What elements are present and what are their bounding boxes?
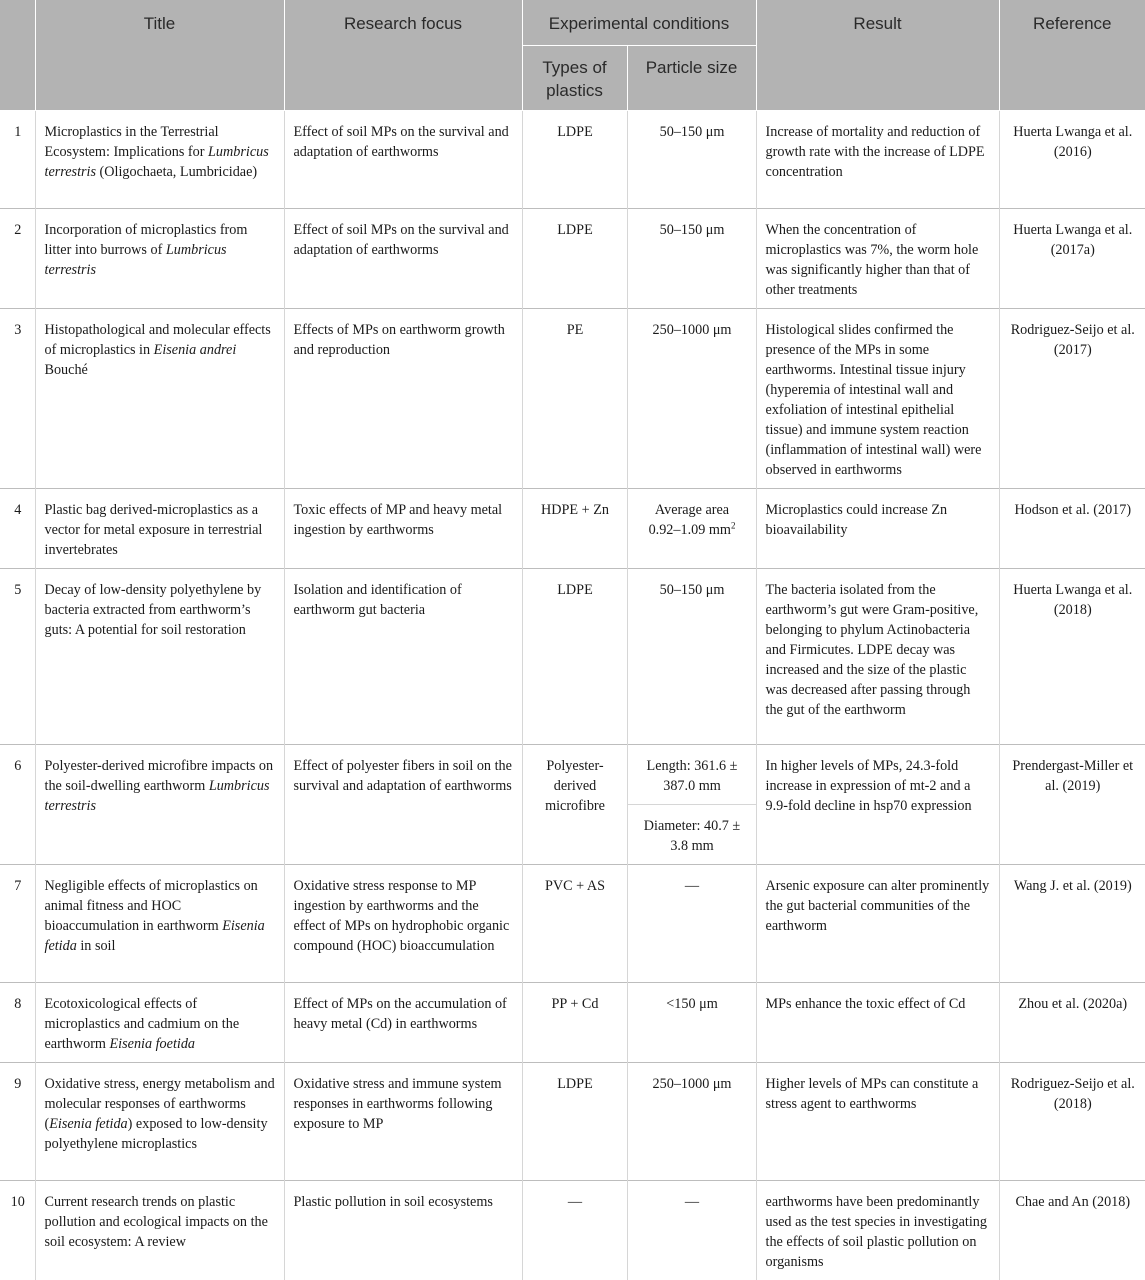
- row-title: Negligible effects of microplastics on animal fitness and HOC bioaccumulation in earthworm Eisenia fetida in soil: [35, 865, 284, 983]
- row-reference: Huerta Lwanga et al. (2017a): [999, 209, 1145, 309]
- row-particle-size: 50–150 μm: [627, 569, 756, 745]
- row-number: 1: [0, 111, 35, 209]
- row-reference: Hodson et al. (2017): [999, 489, 1145, 569]
- header-number: [0, 0, 35, 111]
- row-result: The bacteria isolated from the earthworm’s gut were Gram-positive, belonging to phylum Actinobacteria and Firmicutes. LDPE decay was increased and the size of the plastic was decreased after passing through the gut of the earthworm: [756, 569, 999, 745]
- row-result: Higher levels of MPs can constitute a stress agent to earthworms: [756, 1063, 999, 1181]
- table-row: [0, 865, 1145, 983]
- row-reference: Rodriguez-Seijo et al. (2018): [999, 1063, 1145, 1181]
- row-research-focus: Toxic effects of MP and heavy metal ingestion by earthworms: [284, 489, 522, 569]
- table-header: [0, 0, 1145, 111]
- row-reference: Rodriguez-Seijo et al. (2017): [999, 309, 1145, 489]
- row-number: 3: [0, 309, 35, 489]
- row-particle-size: <150 μm: [627, 983, 756, 1063]
- row-result: earthworms have been predominantly used as the test species in investigating the effects of soil plastic pollution on organisms: [756, 1181, 999, 1280]
- row-research-focus: Plastic pollution in soil ecosystems: [284, 1181, 522, 1280]
- row-plastic-type: LDPE: [522, 209, 627, 309]
- row-plastic-type: PVC + AS: [522, 865, 627, 983]
- row-title: Microplastics in the Terrestrial Ecosystem: Implications for Lumbricus terrestris (Oligochaeta, Lumbricidae): [35, 111, 284, 209]
- table-row: [0, 1063, 1145, 1181]
- row-particle-size-length: Length: 361.6 ± 387.0 mm: [627, 745, 756, 805]
- table-row: [0, 745, 1145, 805]
- table-row: [0, 209, 1145, 309]
- row-research-focus: Isolation and identification of earthworm gut bacteria: [284, 569, 522, 745]
- row-result: When the concentration of microplastics was 7%, the worm hole was significantly higher than that of other treatments: [756, 209, 999, 309]
- row-particle-size: 50–150 μm: [627, 111, 756, 209]
- table-row: [0, 489, 1145, 569]
- row-number: 10: [0, 1181, 35, 1280]
- row-particle-size: 250–1000 μm: [627, 1063, 756, 1181]
- row-reference: Zhou et al. (2020a): [999, 983, 1145, 1063]
- row-plastic-type: PP + Cd: [522, 983, 627, 1063]
- table-body: [0, 111, 1145, 1280]
- row-number: 9: [0, 1063, 35, 1181]
- row-particle-size: —: [627, 865, 756, 983]
- header-title: Title: [35, 0, 284, 111]
- row-number: 5: [0, 569, 35, 745]
- row-reference: Wang J. et al. (2019): [999, 865, 1145, 983]
- row-research-focus: Effects of MPs on earthworm growth and reproduction: [284, 309, 522, 489]
- row-particle-size: Average area 0.92–1.09 $mm^2$: [627, 489, 756, 569]
- header-result: Result: [756, 0, 999, 111]
- row-particle-size: —: [627, 1181, 756, 1280]
- row-result: Arsenic exposure can alter prominently the gut bacterial communities of the earthworm: [756, 865, 999, 983]
- row-title: Decay of low-density polyethylene by bacteria extracted from earthworm’s guts: A potential for soil restoration: [35, 569, 284, 745]
- row-research-focus: Effect of soil MPs on the survival and adaptation of earthworms: [284, 111, 522, 209]
- row-plastic-type: HDPE + Zn: [522, 489, 627, 569]
- row-research-focus: Oxidative stress and immune system responses in earthworms following exposure to MP: [284, 1063, 522, 1181]
- header-types-of-plastics: Types of plastics: [522, 46, 627, 111]
- row-reference: Huerta Lwanga et al. (2016): [999, 111, 1145, 209]
- row-reference: Prendergast-Miller et al. (2019): [999, 745, 1145, 865]
- table-row: [0, 111, 1145, 209]
- row-title: Oxidative stress, energy metabolism and molecular responses of earthworms (Eisenia fetida) exposed to low-density polyethylene microplastics: [35, 1063, 284, 1181]
- row-plastic-type: LDPE: [522, 1063, 627, 1181]
- row-number: 4: [0, 489, 35, 569]
- row-plastic-type: PE: [522, 309, 627, 489]
- row-title: Incorporation of microplastics from litter into burrows of Lumbricus terrestris: [35, 209, 284, 309]
- header-particle-size: Particle size: [627, 46, 756, 111]
- row-title: Current research trends on plastic pollution and ecological impacts on the soil ecosystem: A review: [35, 1181, 284, 1280]
- row-particle-size: 250–1000 μm: [627, 309, 756, 489]
- row-result: Increase of mortality and reduction of growth rate with the increase of LDPE concentration: [756, 111, 999, 209]
- row-research-focus: Effect of soil MPs on the survival and adaptation of earthworms: [284, 209, 522, 309]
- row-plastic-type: LDPE: [522, 111, 627, 209]
- row-plastic-type: LDPE: [522, 569, 627, 745]
- header-experimental-conditions: Experimental conditions: [522, 0, 756, 46]
- row-number: 8: [0, 983, 35, 1063]
- row-result: In higher levels of MPs, 24.3-fold increase in expression of mt-2 and a 9.9-fold decline in hsp70 expression: [756, 745, 999, 865]
- table-row: [0, 569, 1145, 745]
- row-reference: Chae and An (2018): [999, 1181, 1145, 1280]
- table-row: [0, 309, 1145, 489]
- row-number: 2: [0, 209, 35, 309]
- row-result: Microplastics could increase Zn bioavailability: [756, 489, 999, 569]
- header-reference: Reference: [999, 0, 1145, 111]
- row-particle-size-diameter: Diameter: 40.7 ± 3.8 mm: [627, 805, 756, 865]
- row-number: 7: [0, 865, 35, 983]
- header-research-focus: Research focus: [284, 0, 522, 111]
- row-title: Ecotoxicological effects of microplastics and cadmium on the earthworm Eisenia foetida: [35, 983, 284, 1063]
- row-research-focus: Effect of MPs on the accumulation of heavy metal (Cd) in earthworms: [284, 983, 522, 1063]
- row-research-focus: Effect of polyester fibers in soil on the survival and adaptation of earthworms: [284, 745, 522, 865]
- row-plastic-type: —: [522, 1181, 627, 1280]
- row-research-focus: Oxidative stress response to MP ingestion by earthworms and the effect of MPs on hydrophobic organic compound (HOC) bioaccumulation: [284, 865, 522, 983]
- row-title: Polyester-derived microfibre impacts on the soil-dwelling earthworm Lumbricus terrestris: [35, 745, 284, 865]
- table-row: [0, 983, 1145, 1063]
- row-result: MPs enhance the toxic effect of Cd: [756, 983, 999, 1063]
- table-row: [0, 1181, 1145, 1280]
- row-reference: Huerta Lwanga et al. (2018): [999, 569, 1145, 745]
- row-number: 6: [0, 745, 35, 865]
- row-plastic-type: Polyester-derived microfibre: [522, 745, 627, 865]
- row-title: Histopathological and molecular effects of microplastics in Eisenia andrei Bouché: [35, 309, 284, 489]
- row-particle-size: 50–150 μm: [627, 209, 756, 309]
- row-result: Histological slides confirmed the presence of the MPs in some earthworms. Intestinal tissue injury (hyperemia of intestinal wall and exfoliation of intestinal epithelial tissue) and immune system reaction (inflammation of intestinal wall) were observed in earthworms: [756, 309, 999, 489]
- row-title: Plastic bag derived-microplastics as a vector for metal exposure in terrestrial invertebrates: [35, 489, 284, 569]
